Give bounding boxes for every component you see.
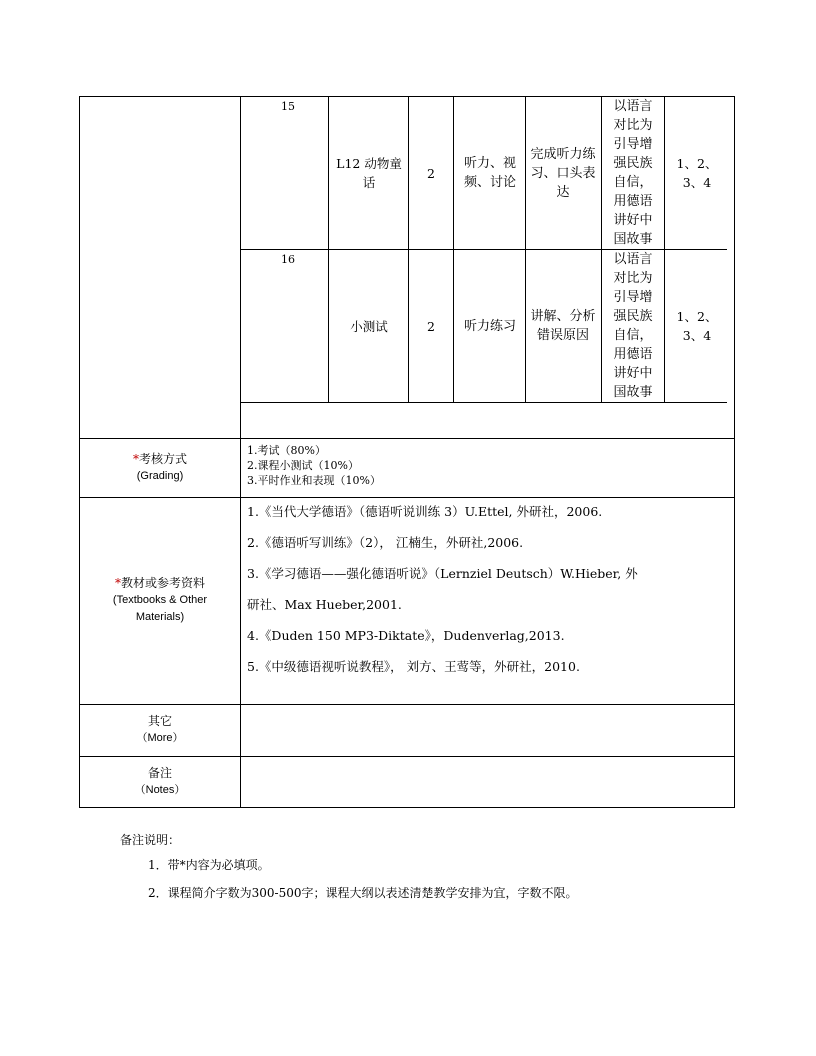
footnote-item: 1．带*内容为必填项。 [148, 858, 270, 872]
grading-label [80, 451, 240, 485]
notes-label-en: （Notes） [134, 784, 186, 796]
reference-item: 5.《中级德语视听说教程》， 刘方、王莺等，外研社，2010. [247, 659, 580, 674]
materials-label-en: Materials) [135, 611, 185, 623]
table-right-border [734, 96, 735, 808]
materials-list [247, 496, 731, 682]
method-cell: 听力练习 [463, 318, 516, 334]
hours-cell: 2 [427, 165, 435, 181]
materials-label-cn: 教材或参考资料 [120, 576, 205, 590]
materials-label-en: (Textbooks & Other [112, 594, 208, 606]
more-label [80, 713, 240, 747]
ideology-cell: 以语言对比为引导增强民族自信，用德语讲好中国故事 [613, 99, 653, 247]
goals-cell: 1、2、3、4 [676, 156, 718, 190]
schedule-col-border [328, 96, 329, 403]
week-number: 16 [281, 253, 295, 266]
footnote-title: 备注说明： [120, 833, 181, 847]
schedule-row-border [240, 402, 727, 403]
grading-label-cn: 考核方式 [138, 452, 187, 466]
hours-cell: 2 [427, 318, 435, 334]
reference-item: 2.《德语听写训练》（2）， 江楠生，外研社,2006. [247, 535, 524, 550]
footnote-item: 2．课程简介字数为300-500字；课程大纲以表述清楚教学安排为宜，字数不限。 [148, 886, 578, 900]
materials-label [80, 575, 240, 626]
topic-cell: 小测试 [350, 318, 388, 334]
task-cell: 完成听力练习、口头表达 [530, 146, 596, 200]
table-border [79, 756, 735, 757]
more-label-en: （More） [136, 732, 184, 744]
grading-list [247, 443, 381, 488]
notes-label-cn: 备注 [147, 766, 172, 780]
grading-label-en: (Grading) [136, 470, 184, 482]
goals-cell: 1、2、3、4 [676, 309, 718, 343]
table-divider [240, 96, 241, 808]
reference-item: 3.《学习德语——强化德语听说》（Lernziel Deutsch）W.Hieber, 外 [247, 566, 638, 581]
schedule-col-border [453, 96, 454, 403]
notes-label [80, 765, 240, 799]
required-marker: * [114, 576, 121, 590]
grading-item: 1.考试（80%） [247, 444, 326, 457]
method-cell: 听力、视频、讨论 [463, 156, 516, 190]
task-cell: 讲解、分析错误原因 [530, 309, 596, 343]
grading-item: 2.课程小测试（10%） [247, 459, 359, 472]
required-marker: * [132, 452, 139, 466]
schedule-col-border [664, 96, 665, 403]
more-label-cn: 其它 [147, 714, 172, 728]
topic-cell: L12 动物童话 [336, 156, 402, 190]
reference-item: 研社、Max Hueber,2001. [247, 597, 402, 612]
schedule-col-border [525, 96, 526, 403]
table-border [79, 438, 735, 439]
ideology-cell: 以语言对比为引导增强民族自信，用德语讲好中国故事 [613, 252, 653, 400]
reference-item: 1.《当代大学德语》（德语听说训练 3）U.Ettel, 外研社，2006. [247, 504, 603, 519]
schedule-col-border [601, 96, 602, 403]
week-number: 15 [281, 100, 295, 113]
reference-item: 4.《Duden 150 MP3-Diktate》，Dudenverlag,2013. [247, 628, 565, 643]
table-border [79, 704, 735, 705]
table-bottom-border [79, 807, 735, 808]
grading-item: 3.平时作业和表现（10%） [247, 474, 381, 487]
